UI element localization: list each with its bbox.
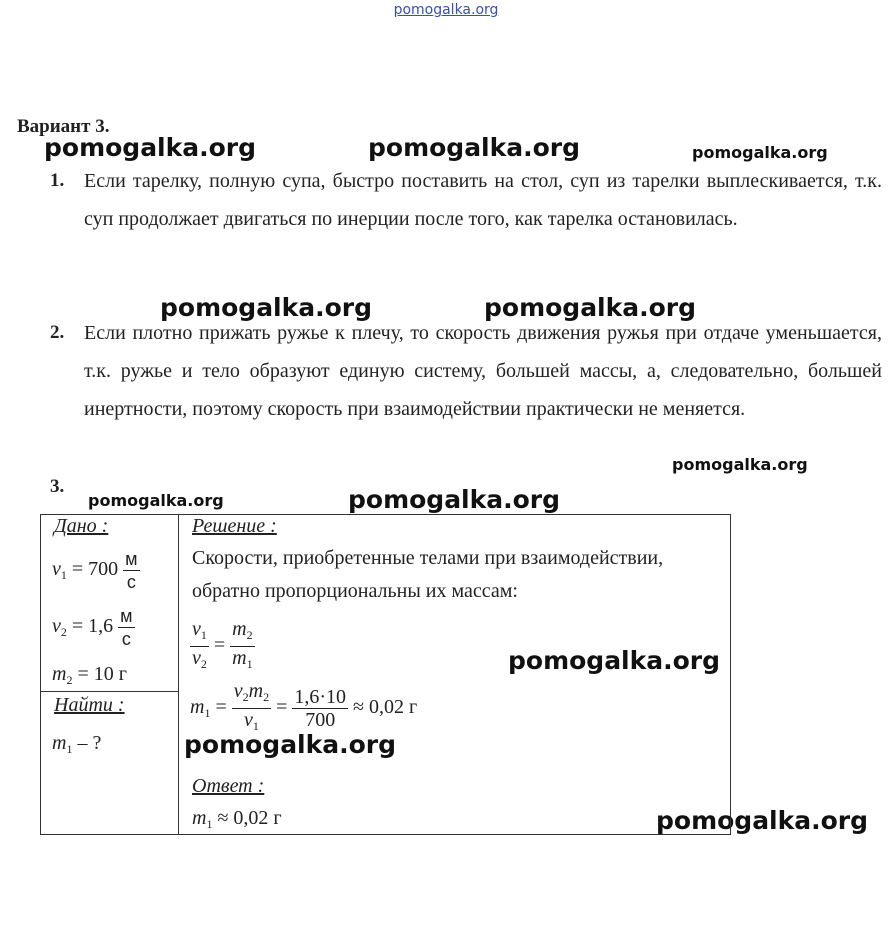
site-link[interactable]: pomogalka.org bbox=[393, 2, 499, 18]
solution-text: обратно пропорциональны их массам: bbox=[192, 580, 518, 602]
answer-value: $m_1 \approx 0,02$ г bbox=[192, 807, 282, 831]
watermark: pomogalka.org bbox=[672, 455, 808, 474]
given-label: Дано : bbox=[54, 515, 109, 537]
ratio-formula: $\frac{v_1}{v_2}$ = $\frac{m_2}{m_1}$ bbox=[192, 618, 253, 671]
mass-calculation: $m_1$ = $\frac{v_2m_2}{v_1}$ = $\frac{1,6\cdot 10}{700}$ ≈ 0,02 г bbox=[190, 680, 418, 733]
watermark: pomogalka.org bbox=[484, 293, 697, 322]
variant-title: Вариант 3. bbox=[17, 116, 110, 137]
watermark: pomogalka.org bbox=[656, 806, 869, 835]
watermark: pomogalka.org bbox=[368, 133, 581, 162]
watermark: pomogalka.org bbox=[44, 133, 257, 162]
answer-label: Ответ : bbox=[192, 775, 265, 797]
item-number: 2. bbox=[50, 322, 65, 343]
given-v2: $v_2 = 1,6$ $\frac{м}{с}$ bbox=[52, 606, 133, 649]
given-v1: $v_1 = 700$ $\frac{м}{с}$ bbox=[52, 549, 138, 592]
find-m1: $m_1$ – ? bbox=[52, 732, 102, 756]
item-number: 3. bbox=[50, 476, 65, 497]
watermark: pomogalka.org bbox=[88, 491, 224, 510]
given-m2: $m_2 = 10$ г bbox=[52, 663, 127, 687]
watermark: pomogalka.org bbox=[692, 143, 828, 162]
watermark: pomogalka.org bbox=[160, 293, 373, 322]
solution-label: Решение : bbox=[192, 515, 277, 537]
table-divider bbox=[178, 514, 179, 835]
solution-text: Скорости, приобретенные телами при взаимодействии, bbox=[192, 547, 664, 569]
table-divider bbox=[40, 691, 178, 692]
watermark: pomogalka.org bbox=[348, 485, 561, 514]
watermark: pomogalka.org bbox=[508, 646, 721, 675]
item-text: Если плотно прижать ружье к плечу, то скорость движения ружья при отдаче уменьшается, т.к. ружье и тело образуют единую систему, большей массы, а, следовательно, большей инертности, поэтому скорость при взаимодействии практически не меняется. bbox=[84, 322, 882, 420]
item-number: 1. bbox=[50, 170, 65, 191]
item-text: Если тарелку, полную супа, быстро поставить на стол, суп из тарелки выплескивается, т.к. суп продолжает двигаться по инерции после того, как тарелка остановилась. bbox=[84, 170, 882, 230]
watermark: pomogalka.org bbox=[184, 730, 397, 759]
find-label: Найти : bbox=[54, 694, 125, 716]
